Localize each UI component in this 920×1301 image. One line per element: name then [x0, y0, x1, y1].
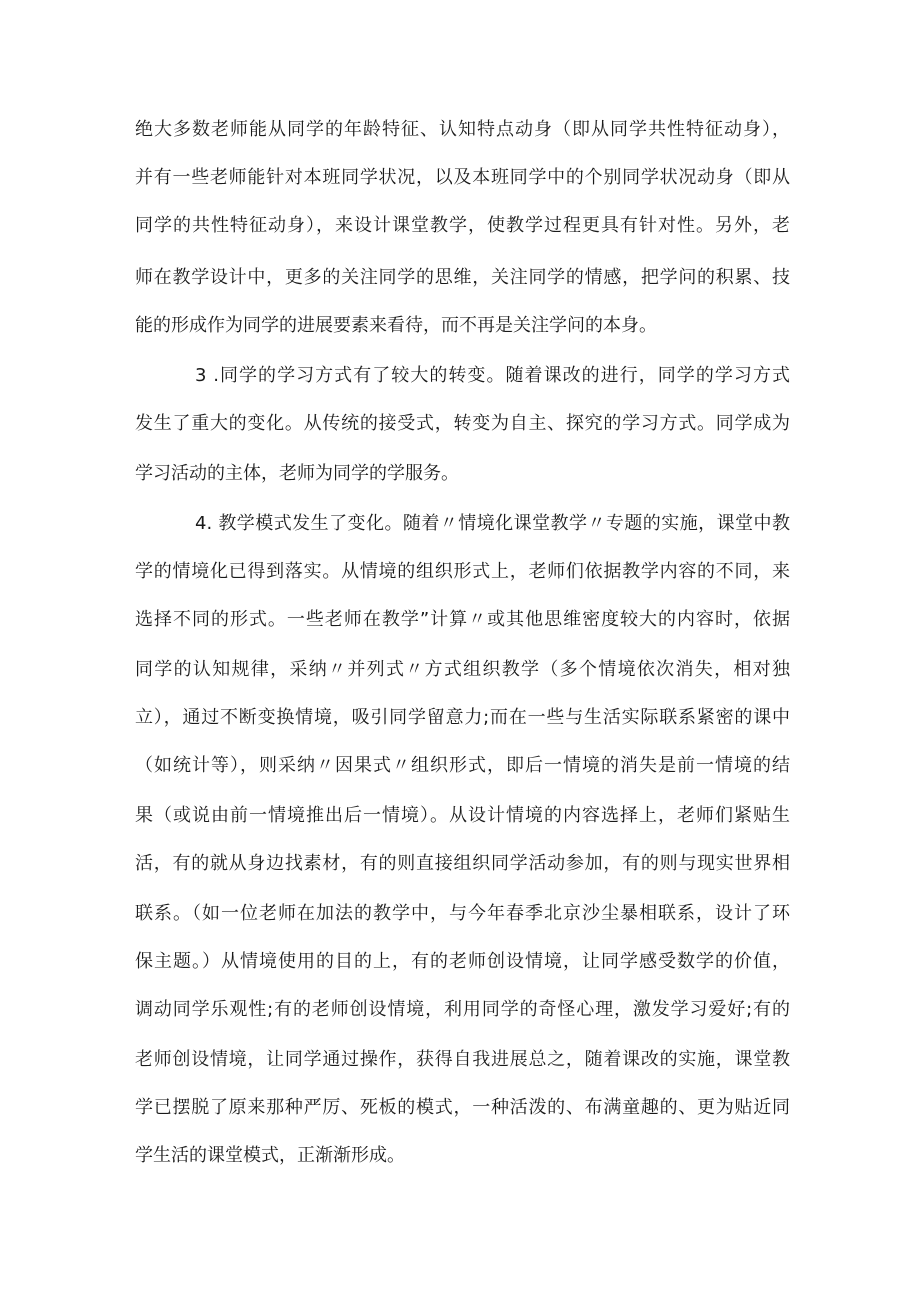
text-line: 并有一些老师能针对本班同学状况，以及本班同学中的个别同学状况动身（即从	[135, 167, 790, 188]
text-line: 学的情境化已得到落实。从情境的组织形式上，老师们依据教学内容的不同，来	[135, 561, 790, 582]
text-line: 同学的共性特征动身），来设计课堂教学，使教学过程更具有针对性。另外，老	[135, 215, 790, 236]
text-line: 同学的认知规律，采纳〃并列式〃方式组织教学（多个情境依次消失，相对独	[135, 659, 790, 680]
text-line: 老师创设情境，让同学通过操作，获得自我进展总之，随着课改的实施，课堂教	[135, 1049, 790, 1070]
text-line: 师在教学设计中，更多的关注同学的思维，关注同学的情感，把学问的积累、技	[135, 267, 790, 288]
text-line: 保主题。）从情境使用的目的上，有的老师创设情境，让同学感受数学的价值，	[135, 951, 790, 972]
text-line: 果（或说由前一情境推出后一情境）。从设计情境的内容选择上，老师们紧贴生	[135, 805, 790, 826]
text-line: 学生活的课堂模式，正渐渐形成。	[135, 1145, 405, 1166]
text-line: 学习活动的主体，老师为同学的学服务。	[135, 463, 459, 484]
text-line: 调动同学乐观性;有的老师创设情境，利用同学的奇怪心理，激发学习爱好;有的	[135, 999, 790, 1020]
text-line: 立），通过不断变换情境，吸引同学留意力;而在一些与生活实际联系紧密的课中	[135, 707, 790, 728]
text-line: 4. 教学模式发生了变化。随着〃情境化课堂教学〃专题的实施，课堂中教	[195, 513, 790, 534]
text-line: 能的形成作为同学的进展要素来看待，而不再是关注学问的本身。	[135, 315, 657, 336]
text-line: 联系。（如一位老师在加法的教学中，与今年春季北京沙尘暴相联系，设计了环	[135, 903, 790, 924]
text-line: （如统计等），则采纳〃因果式〃组织形式，即后一情境的消失是前一情境的结	[135, 755, 790, 776]
text-line: 3 .同学的学习方式有了较大的转变。随着课改的进行，同学的学习方式	[195, 365, 790, 386]
text-line: 学已摆脱了原来那种严厉、死板的模式，一种活泼的、布满童趣的、更为贴近同	[135, 1097, 790, 1118]
text-line: 绝大多数老师能从同学的年龄特征、认知特点动身（即从同学共性特征动身），	[135, 119, 790, 140]
text-line: 发生了重大的变化。从传统的接受式，转变为自主、探究的学习方式。同学成为	[135, 413, 790, 434]
text-line: 选择不同的形式。一些老师在教学”计算〃或其他思维密度较大的内容时，依据	[135, 609, 790, 630]
text-line: 活，有的就从身边找素材，有的则直接组织同学活动参加，有的则与现实世界相	[135, 853, 790, 874]
